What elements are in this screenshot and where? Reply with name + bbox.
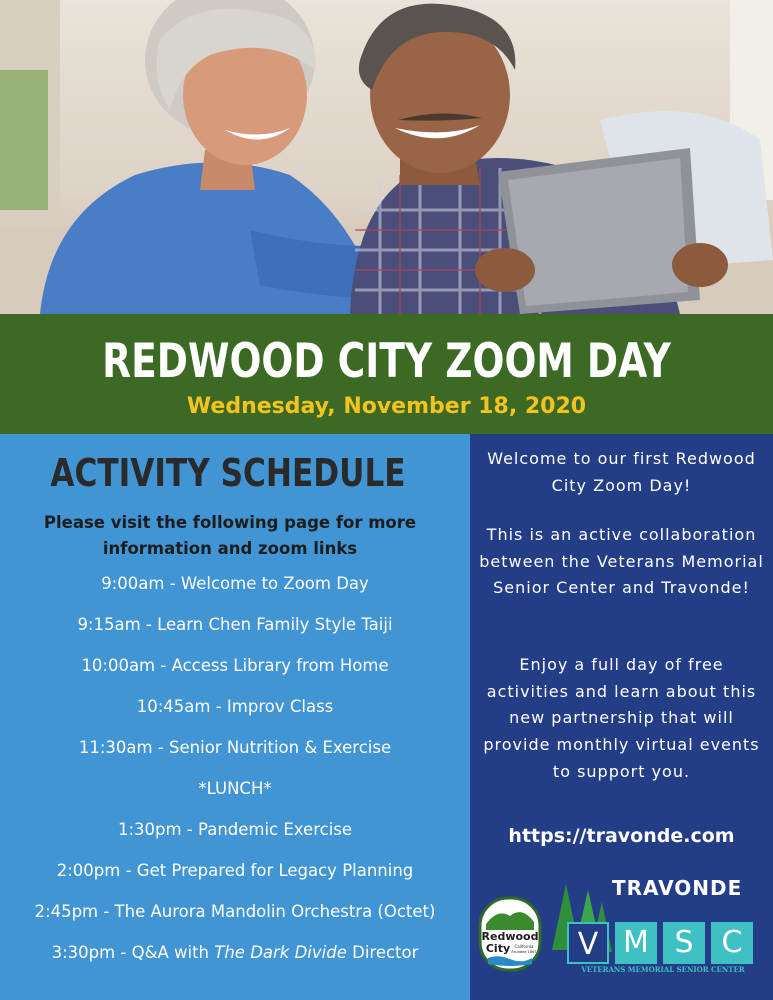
vmsc-letter-v: V	[567, 922, 609, 964]
vmsc-logo	[567, 922, 759, 974]
vmsc-letter-m: M	[615, 922, 657, 964]
schedule-item: 11:30am - Senior Nutrition & Exercise	[78, 738, 392, 757]
title-band	[0, 314, 773, 434]
schedule-panel	[0, 434, 470, 1000]
vmsc-letter-s: S	[663, 922, 705, 964]
schedule-title: ACTIVITY SCHEDULE	[50, 451, 406, 495]
rc-badge1: California	[514, 944, 534, 949]
welcome-text: Welcome to our first Redwood City Zoom Day!	[487, 449, 756, 495]
schedule-intro: Please visit the following page for more information and zoom links	[43, 513, 417, 558]
event-date: Wednesday, November 18, 2020	[186, 394, 587, 419]
vmsc-letter-c: C	[711, 922, 753, 964]
schedule-item-suffix: Director	[346, 943, 419, 962]
schedule-item-lunch: *LUNCH*	[198, 779, 272, 798]
vmsc-full-name: VETERANS MEMORIAL SENIOR CENTER	[581, 965, 745, 974]
rc-line1: Redwood	[481, 930, 539, 943]
rc-line2: City	[485, 942, 511, 955]
collaboration-text: This is an active collaboration between the Veterans Memorial Senior Center and Travonde!	[479, 525, 764, 598]
couple-with-tablet-illustration	[0, 0, 773, 314]
schedule-item: 10:45am - Improv Class	[136, 697, 334, 716]
schedule-item: 2:00pm - Get Prepared for Legacy Planning	[56, 861, 414, 880]
hero-photo	[0, 0, 773, 314]
event-title: REDWOOD CITY ZOOM DAY	[102, 334, 671, 389]
schedule-item: 10:00am - Access Library from Home	[81, 656, 389, 675]
schedule-item	[0, 939, 470, 980]
rc-badge2: Founded 1867	[511, 950, 537, 954]
website-link[interactable]: https://travonde.com	[508, 825, 735, 847]
schedule-item: 9:00am - Welcome to Zoom Day	[101, 574, 369, 593]
redwood-city-logo	[478, 896, 542, 972]
enjoy-text: Enjoy a full day of free activities and learn about this new partnership that will provide monthly virtual events to support you.	[483, 655, 760, 781]
schedule-item: 9:15am - Learn Chen Family Style Taiji	[77, 615, 393, 634]
film-title: The Dark Divide	[214, 943, 347, 962]
schedule-item: 2:45pm - The Aurora Mandolin Orchestra (Octet)	[34, 902, 436, 921]
schedule-item-time: 3:30pm - Q&A with	[51, 943, 215, 962]
schedule-item: 1:30pm - Pandemic Exercise	[117, 820, 353, 839]
travonde-logo: TRAVONDE	[612, 876, 743, 900]
schedule-list	[0, 570, 470, 980]
